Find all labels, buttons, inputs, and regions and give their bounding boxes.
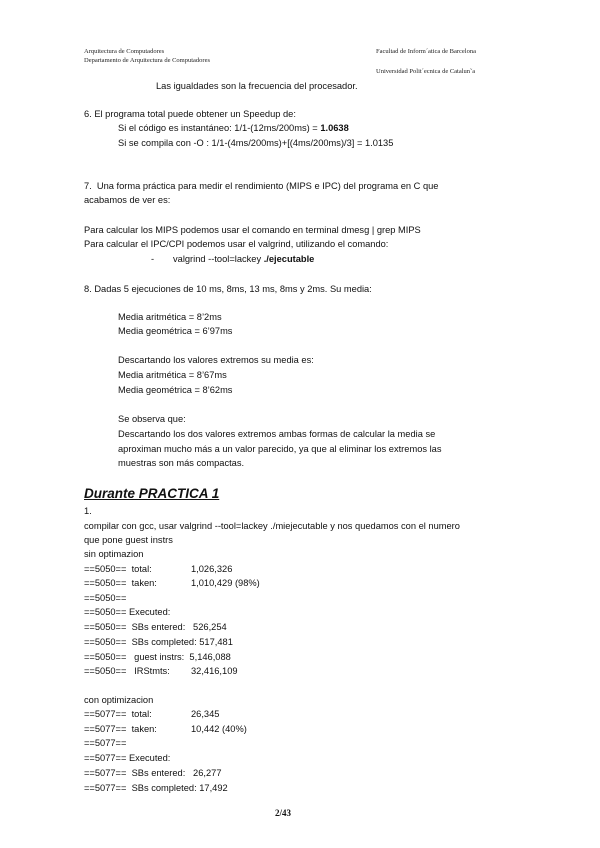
con-total-value: 26,345 bbox=[191, 709, 220, 719]
sin-taken-value: 1,010,429 (98%) bbox=[191, 578, 260, 588]
sin-irstmts-row bbox=[84, 665, 238, 677]
sec7-line-2: acabamos de ver es: bbox=[84, 195, 171, 205]
sin-total-value: 1,026,326 bbox=[191, 564, 233, 574]
sec7-line-4: Para calcular el IPC/CPI podemos usar el valgrind, utilizando el comando: bbox=[84, 239, 389, 249]
observation-line-1: Descartando los dos valores extremos ambas formas de calcular la media se bbox=[118, 429, 436, 439]
con-optimizacion-label: con optimizacion bbox=[84, 695, 154, 705]
header-left-2: Departamento de Arquitectura de Computadores bbox=[84, 57, 210, 64]
sin-guest-instrs-row: ==5050== guest instrs: 5,146,088 bbox=[84, 652, 231, 662]
observation-line-2: aproximan mucho más a un valor parecido, ya que al eliminar los extremos las bbox=[118, 444, 442, 454]
con-blank-row: ==5077== bbox=[84, 738, 127, 748]
con-taken-value: 10,442 (40%) bbox=[191, 724, 247, 734]
practica-para-1: compilar con gcc, usar valgrind --tool=lackey ./miejecutable y nos quedamos con el numero bbox=[84, 521, 460, 531]
speedup-value-bold: 1.0638 bbox=[320, 123, 349, 133]
sin-blank-row: ==5050== bbox=[84, 593, 127, 603]
header-right-1: Facultad de Inform´atica de Barcelona bbox=[376, 48, 476, 55]
media-aritmetica-1: Media aritmética = 8’2ms bbox=[118, 312, 222, 322]
speedup-intro: 6. El programa total puede obtener un Speedup de: bbox=[84, 109, 296, 119]
practica-number: 1. bbox=[84, 506, 92, 516]
header-left-1: Arquitectura de Computadores bbox=[84, 48, 165, 55]
con-total-row bbox=[84, 708, 219, 720]
valgrind-command-bold: ./ejecutable bbox=[263, 254, 315, 264]
speedup-line-1-text: Si el código es instantáneo: 1/1-(12ms/200ms) = bbox=[118, 123, 321, 133]
descartando-text: Descartando los valores extremos su media es: bbox=[118, 355, 314, 365]
valgrind-command-text: valgrind --tool=lackey bbox=[173, 254, 264, 264]
sin-sbs-entered-row: ==5050== SBs entered: 526,254 bbox=[84, 622, 227, 632]
con-executed-row: ==5077== Executed: bbox=[84, 753, 171, 763]
sin-executed-row: ==5050== Executed: bbox=[84, 607, 171, 617]
sin-sbs-completed-row: ==5050== SBs completed: 517,481 bbox=[84, 637, 233, 647]
sin-taken-label: ==5050== taken: bbox=[84, 578, 157, 588]
sin-total-row bbox=[84, 563, 232, 575]
speedup-line-1 bbox=[118, 122, 349, 134]
bullet-dash: - bbox=[151, 254, 155, 264]
observation-title: Se observa que: bbox=[118, 414, 186, 424]
sin-optimizacion-label: sin optimazion bbox=[84, 549, 144, 559]
speedup-line-2: Si se compila con -O : 1/1-(4ms/200ms)+[(4ms/200ms)/3] = 1.0135 bbox=[118, 138, 394, 148]
media-geometrica-1: Media geométrica = 6’97ms bbox=[118, 326, 233, 336]
practica-para-2: que pone guest instrs bbox=[84, 535, 173, 545]
practica-title: Durante PRACTICA 1 bbox=[84, 486, 220, 501]
con-total-label: ==5077== total: bbox=[84, 709, 152, 719]
sin-taken-row bbox=[84, 577, 260, 589]
page-number: 2/43 bbox=[275, 808, 292, 818]
con-taken-row bbox=[84, 723, 247, 735]
con-taken-label: ==5077== taken: bbox=[84, 724, 157, 734]
con-sbs-completed-row: ==5077== SBs completed: 17,492 bbox=[84, 783, 228, 793]
sin-irstmts-value: 32,416,109 bbox=[191, 666, 238, 676]
header-right-2: Universidad Polit´ecnica de Catalun˜a bbox=[376, 68, 476, 75]
frequency-note: Las igualdades son la frecuencia del procesador. bbox=[156, 81, 358, 91]
media-geometrica-2: Media geométrica = 8’62ms bbox=[118, 385, 233, 395]
sin-total-label: ==5050== total: bbox=[84, 564, 152, 574]
sec8-intro: 8. Dadas 5 ejecuciones de 10 ms, 8ms, 13 ms, 8ms y 2ms. Su media: bbox=[84, 284, 372, 294]
sec7-line-1: 7. Una forma práctica para medir el rendimiento (MIPS e IPC) del programa en C que bbox=[84, 181, 439, 191]
sin-irstmts-label: ==5050== IRStmts: bbox=[84, 666, 170, 676]
media-aritmetica-2: Media aritmética = 8’67ms bbox=[118, 370, 227, 380]
con-sbs-entered-row: ==5077== SBs entered: 26,277 bbox=[84, 768, 222, 778]
sec7-line-3: Para calcular los MIPS podemos usar el comando en terminal dmesg | grep MIPS bbox=[84, 225, 421, 235]
observation-line-3: muestras son más compactas. bbox=[118, 458, 245, 468]
valgrind-command bbox=[173, 253, 314, 265]
